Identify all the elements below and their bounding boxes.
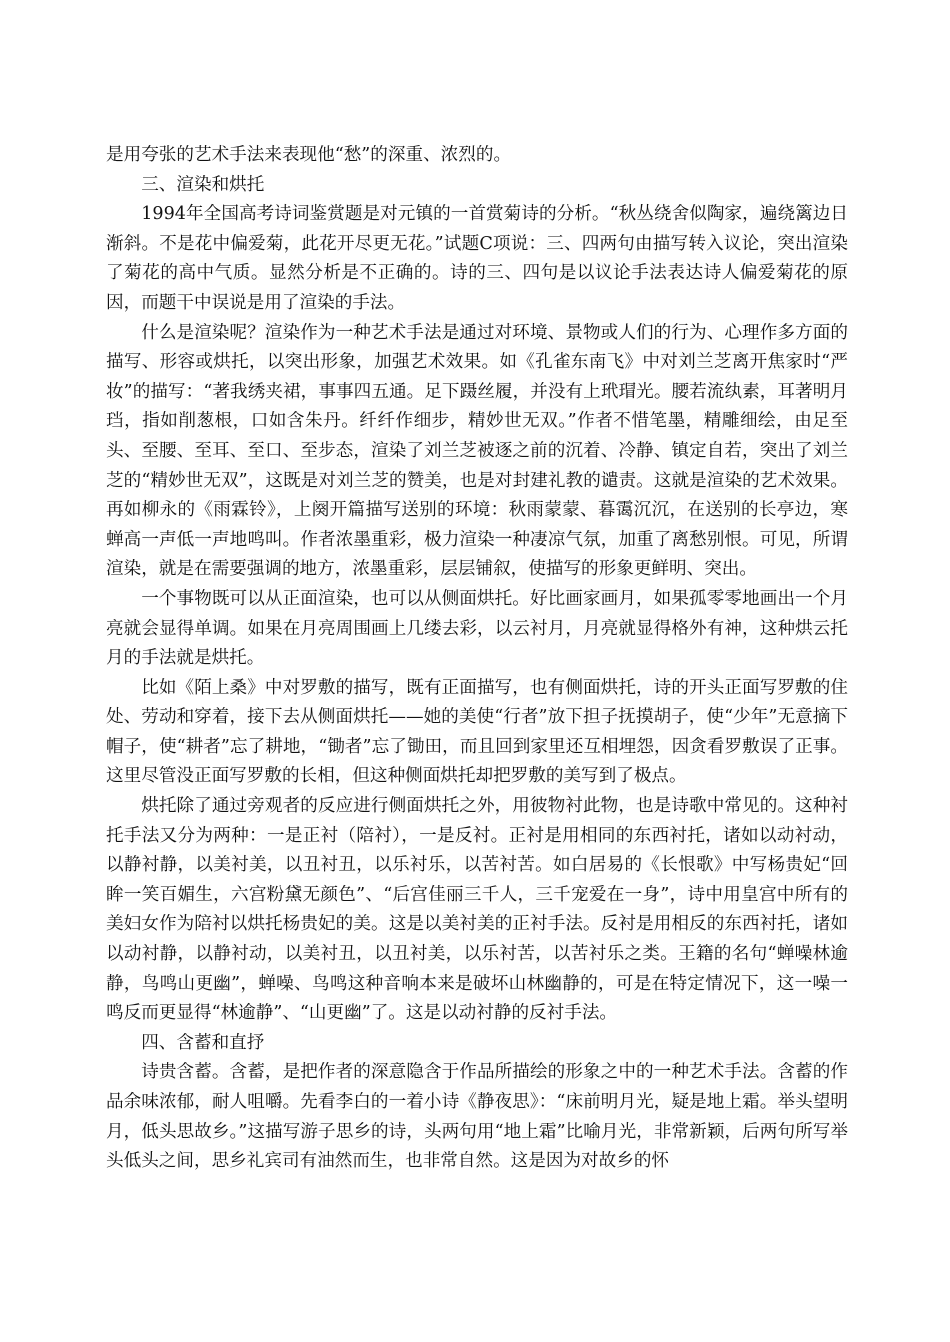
paragraph-exam-analysis: 1994年全国高考诗词鉴赏题是对元镇的一首赏菊诗的分析。“秋丛绕舍似陶家，遍绕篱边日渐斜。不是花中偏爱菊，此花开尽更无花。”试题C项说：三、四两句由描写转入议论，突出渲染了菊花的高中气质。显然分析是不正确的。诗的三、四句是以议论手法表达诗人偏爱菊花的原因，而题干中误说是用了渲染的手法。 [106,204,848,313]
paragraph-continuation: 是用夸张的艺术手法来表现他“愁”的深重、浓烈的。 [106,145,512,165]
paragraph-moshang-sang: 比如《陌上桑》中对罗敷的描写，既有正面描写，也有侧面烘托，诗的开头正面写罗敷的住处、劳动和穿着，接下去从侧面烘托——她的美使“行者”放下担子抚摸胡子，使“少年”无意摘下帽子，使“耕者”忘了耕地，“锄者”忘了锄田，而且回到家里还互相埋怨，因贪看罗敷误了正事。这里尽管没正面写罗敷的长相，但这种侧面烘托却把罗敷的美写到了极点。 [106,677,848,787]
paragraph-what-is-rendering: 什么是渲染呢？渲染作为一种艺术手法是通过对环境、景物或人们的行为、心理作多方面的描写、形容或烘托，以突出形象，加强艺术效果。如《孔雀东南飞》中对刘兰芝离开焦家时“严妆”的描写：“著我绣夹裙，事事四五通。足下蹑丝履，并没有上玳瑁光。腰若流纨素，耳著明月珰，指如削葱根，口如含朱丹。纤纤作细步，精妙世无双。”作者不惜笔墨，精雕细绘，由足至头、至腰、至耳、至口、至步态，渲染了刘兰芝被逐之前的沉着、冷静、镇定自若，突出了刘兰芝的“精妙世无双”，这既是对刘兰芝的赞美，也是对封建礼教的谴责。这就是渲染的艺术效果。再如柳永的《雨霖铃》，上阕开篇描写送别的环境：秋雨蒙蒙、暮霭沉沉，在送别的长亭边，寒蝉高一声低一声地鸣叫。作者浓墨重彩，极力渲染一种凄凉气氛，加重了离愁别恨。可见，所谓渲染，就是在需要强调的地方，浓墨重彩，层层铺叙，使描写的形象更鲜明、突出。 [106,322,848,580]
paragraph-contrast-types: 烘托除了通过旁观者的反应进行侧面烘托之外，用彼物衬此物，也是诗歌中常见的。这种衬托手法又分为两种：一是正衬（陪衬），一是反衬。正衬是用相同的东西衬托，诸如以动衬动，以静衬静，以美衬美，以丑衬丑，以乐衬乐，以苦衬苦。如白居易的《长恨歌》中写杨贵妃“回眸一笑百媚生，六宫粉黛无颜色”、“后宫佳丽三千人，三千宠爱在一身”，诗中用皇宫中所有的美妇女作为陪衬以烘托杨贵妃的美。这是以美衬美的正衬手法。反衬是用相反的东西衬托，诸如以动衬静，以静衬动，以美衬丑，以丑衬美，以乐衬苦，以苦衬乐之类。王籍的名句“蝉噪林逾静，鸟鸣山更幽”，蝉噪、鸟鸣这种音响本来是破坏山林幽静的，可是在特定情况下，这一噪一鸣反而更显得“林逾静”、“山更幽”了。这是以动衬静的反衬手法。 [106,796,848,1024]
paragraph-implicitness: 诗贵含蓄。含蓄，是把作者的深意隐含于作品所描绘的形象之中的一种艺术手法。含蓄的作品余味浓郁，耐人咀嚼。先看李白的一着小诗《静夜思》：“床前明月光，疑是地上霜。举头望明月，低头思故乡。”这描写游子思乡的诗，头两句用“地上霜”比喻月光，非常新颖，后两句所写举头低头之间，思乡礼宾司有油然而生，也非常自然。这是因为对故乡的怀 [106,1062,848,1172]
document-body [106,141,848,1177]
paragraph-moon-analogy: 一个事物既可以从正面渲染，也可以从侧面烘托。好比画家画月，如果孤零零地画出一个月亮就会显得单调。如果在月亮周围画上几缕去彩，以云衬月，月亮就显得格外有神，这种烘云托月的手法就是烘托。 [106,588,848,669]
section-heading-implicit-and-direct: 四、含蓄和直抒 [141,1032,265,1053]
section-heading-rendering-and-contrast: 三、渲染和烘托 [141,174,265,195]
